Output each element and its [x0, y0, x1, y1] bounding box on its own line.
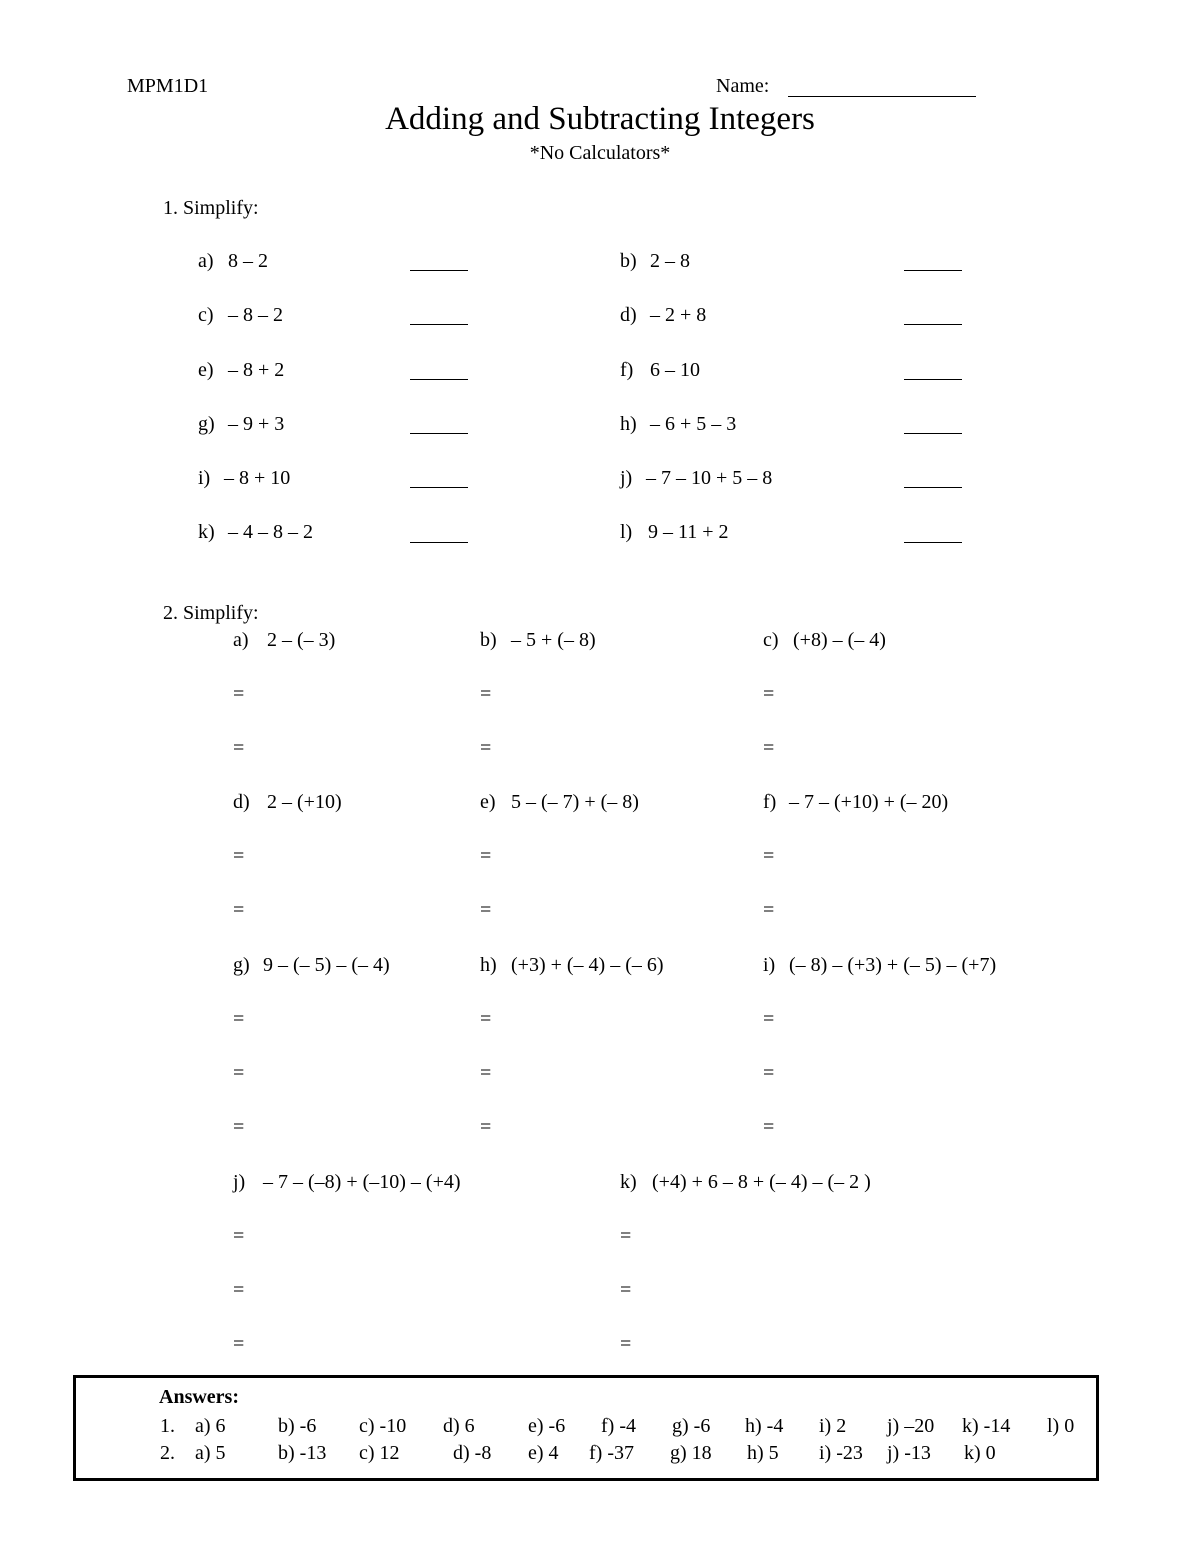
q2-item-expression: (+4) + 6 – 8 + (– 4) – (– 2 )	[652, 1171, 871, 1193]
equals-line: =	[233, 1008, 245, 1030]
q2-item-letter: f)	[763, 791, 777, 813]
answer-item: e) 4	[528, 1442, 559, 1464]
answer-item: a) 6	[195, 1415, 226, 1437]
q2-item-expression: (– 8) – (+3) + (– 5) – (+7)	[789, 954, 997, 976]
equals-line: =	[480, 737, 492, 759]
answer-item: f) -4	[601, 1415, 636, 1437]
equals-line: =	[763, 1116, 775, 1138]
q2-item-letter: j)	[233, 1171, 246, 1193]
q1-item-expression: – 2 + 8	[650, 304, 707, 326]
q1-answer-blank[interactable]	[410, 324, 468, 325]
q2-item-letter: g)	[233, 954, 250, 976]
page-title: Adding and Subtracting Integers	[385, 101, 815, 137]
answer-item: c) -10	[359, 1415, 407, 1437]
name-field-line[interactable]	[788, 96, 976, 97]
q2-item-letter: a)	[233, 629, 249, 651]
q1-answer-blank[interactable]	[904, 324, 962, 325]
q2-item-expression: 5 – (– 7) + (– 8)	[511, 791, 639, 813]
q1-item-expression: – 8 + 10	[224, 467, 291, 489]
q1-answer-blank[interactable]	[410, 379, 468, 380]
answer-item: k) 0	[964, 1442, 996, 1464]
q1-item-letter: d)	[620, 304, 637, 326]
answer-item: d) -8	[453, 1442, 492, 1464]
answer-item: l) 0	[1047, 1415, 1075, 1437]
equals-line: =	[763, 1062, 775, 1084]
answer-item: g) 18	[670, 1442, 712, 1464]
answer-item: d) 6	[443, 1415, 475, 1437]
q1-item-letter: f)	[620, 359, 634, 381]
answer-item: i) 2	[819, 1415, 847, 1437]
q1-item-letter: j)	[620, 467, 633, 489]
equals-line: =	[620, 1225, 632, 1247]
equals-line: =	[480, 899, 492, 921]
answer-item: b) -6	[278, 1415, 317, 1437]
answers-row-number: 2.	[160, 1442, 175, 1464]
q1-answer-blank[interactable]	[410, 487, 468, 488]
q1-answer-blank[interactable]	[410, 433, 468, 434]
equals-line: =	[763, 899, 775, 921]
q1-item-expression: – 9 + 3	[228, 413, 285, 435]
q1-answer-blank[interactable]	[410, 542, 468, 543]
q2-item-letter: b)	[480, 629, 497, 651]
answer-item: h) 5	[747, 1442, 779, 1464]
q1-item-expression: – 7 – 10 + 5 – 8	[646, 467, 773, 489]
course-code: MPM1D1	[127, 75, 209, 97]
equals-line: =	[763, 1008, 775, 1030]
q1-item-letter: k)	[198, 521, 215, 543]
q1-answer-blank[interactable]	[410, 270, 468, 271]
q1-item-letter: c)	[198, 304, 214, 326]
q2-item-expression: – 7 – (–8) + (–10) – (+4)	[263, 1171, 461, 1193]
equals-line: =	[233, 1116, 245, 1138]
answers-row-number: 1.	[160, 1415, 175, 1437]
equals-line: =	[233, 1333, 245, 1355]
answer-item: j) -13	[887, 1442, 931, 1464]
q1-item-expression: – 8 – 2	[228, 304, 283, 326]
q2-item-letter: d)	[233, 791, 250, 813]
q2-item-expression: – 5 + (– 8)	[511, 629, 596, 651]
q1-item-letter: h)	[620, 413, 637, 435]
q2-item-letter: i)	[763, 954, 776, 976]
answer-item: e) -6	[528, 1415, 566, 1437]
equals-line: =	[480, 1116, 492, 1138]
answer-item: i) -23	[819, 1442, 863, 1464]
q2-item-expression: (+8) – (– 4)	[793, 629, 886, 651]
equals-line: =	[233, 1279, 245, 1301]
q2-item-expression: – 7 – (+10) + (– 20)	[789, 791, 949, 813]
question-2-label: 2. Simplify:	[163, 602, 259, 624]
q1-item-letter: b)	[620, 250, 637, 272]
q1-item-letter: i)	[198, 467, 211, 489]
q1-item-expression: – 4 – 8 – 2	[228, 521, 313, 543]
q1-item-expression: – 6 + 5 – 3	[650, 413, 737, 435]
page-subtitle: *No Calculators*	[529, 142, 671, 164]
equals-line: =	[233, 1062, 245, 1084]
equals-line: =	[233, 899, 245, 921]
equals-line: =	[480, 845, 492, 867]
answer-item: h) -4	[745, 1415, 784, 1437]
question-1-label: 1. Simplify:	[163, 197, 259, 219]
q2-item-letter: c)	[763, 629, 779, 651]
equals-line: =	[763, 683, 775, 705]
q1-item-letter: e)	[198, 359, 214, 381]
q1-item-expression: 6 – 10	[650, 359, 700, 381]
q2-item-letter: k)	[620, 1171, 637, 1193]
q2-item-expression: 9 – (– 5) – (– 4)	[263, 954, 390, 976]
equals-line: =	[233, 683, 245, 705]
equals-line: =	[233, 737, 245, 759]
q1-item-letter: a)	[198, 250, 214, 272]
equals-line: =	[480, 683, 492, 705]
answer-item: j) –20	[887, 1415, 935, 1437]
q2-item-letter: h)	[480, 954, 497, 976]
answer-item: b) -13	[278, 1442, 327, 1464]
equals-line: =	[233, 1225, 245, 1247]
q1-answer-blank[interactable]	[904, 487, 962, 488]
equals-line: =	[480, 1008, 492, 1030]
q1-answer-blank[interactable]	[904, 433, 962, 434]
q1-item-letter: g)	[198, 413, 215, 435]
q2-item-expression: 2 – (– 3)	[267, 629, 336, 651]
q1-answer-blank[interactable]	[904, 379, 962, 380]
answers-heading: Answers:	[159, 1386, 239, 1408]
equals-line: =	[620, 1279, 632, 1301]
q2-item-expression: (+3) + (– 4) – (– 6)	[511, 954, 664, 976]
q1-answer-blank[interactable]	[904, 270, 962, 271]
q1-answer-blank[interactable]	[904, 542, 962, 543]
equals-line: =	[233, 845, 245, 867]
answer-item: g) -6	[672, 1415, 711, 1437]
q1-item-expression: 2 – 8	[650, 250, 690, 272]
equals-line: =	[763, 737, 775, 759]
q1-item-expression: 8 – 2	[228, 250, 268, 272]
q2-item-expression: 2 – (+10)	[267, 791, 342, 813]
q1-item-expression: 9 – 11 + 2	[648, 521, 729, 543]
answer-item: f) -37	[589, 1442, 634, 1464]
equals-line: =	[480, 1062, 492, 1084]
q1-item-letter: l)	[620, 521, 633, 543]
answer-item: c) 12	[359, 1442, 400, 1464]
answer-item: a) 5	[195, 1442, 226, 1464]
equals-line: =	[763, 845, 775, 867]
q1-item-expression: – 8 + 2	[228, 359, 285, 381]
equals-line: =	[620, 1333, 632, 1355]
q2-item-letter: e)	[480, 791, 496, 813]
name-label: Name:	[716, 75, 770, 97]
answer-item: k) -14	[962, 1415, 1011, 1437]
